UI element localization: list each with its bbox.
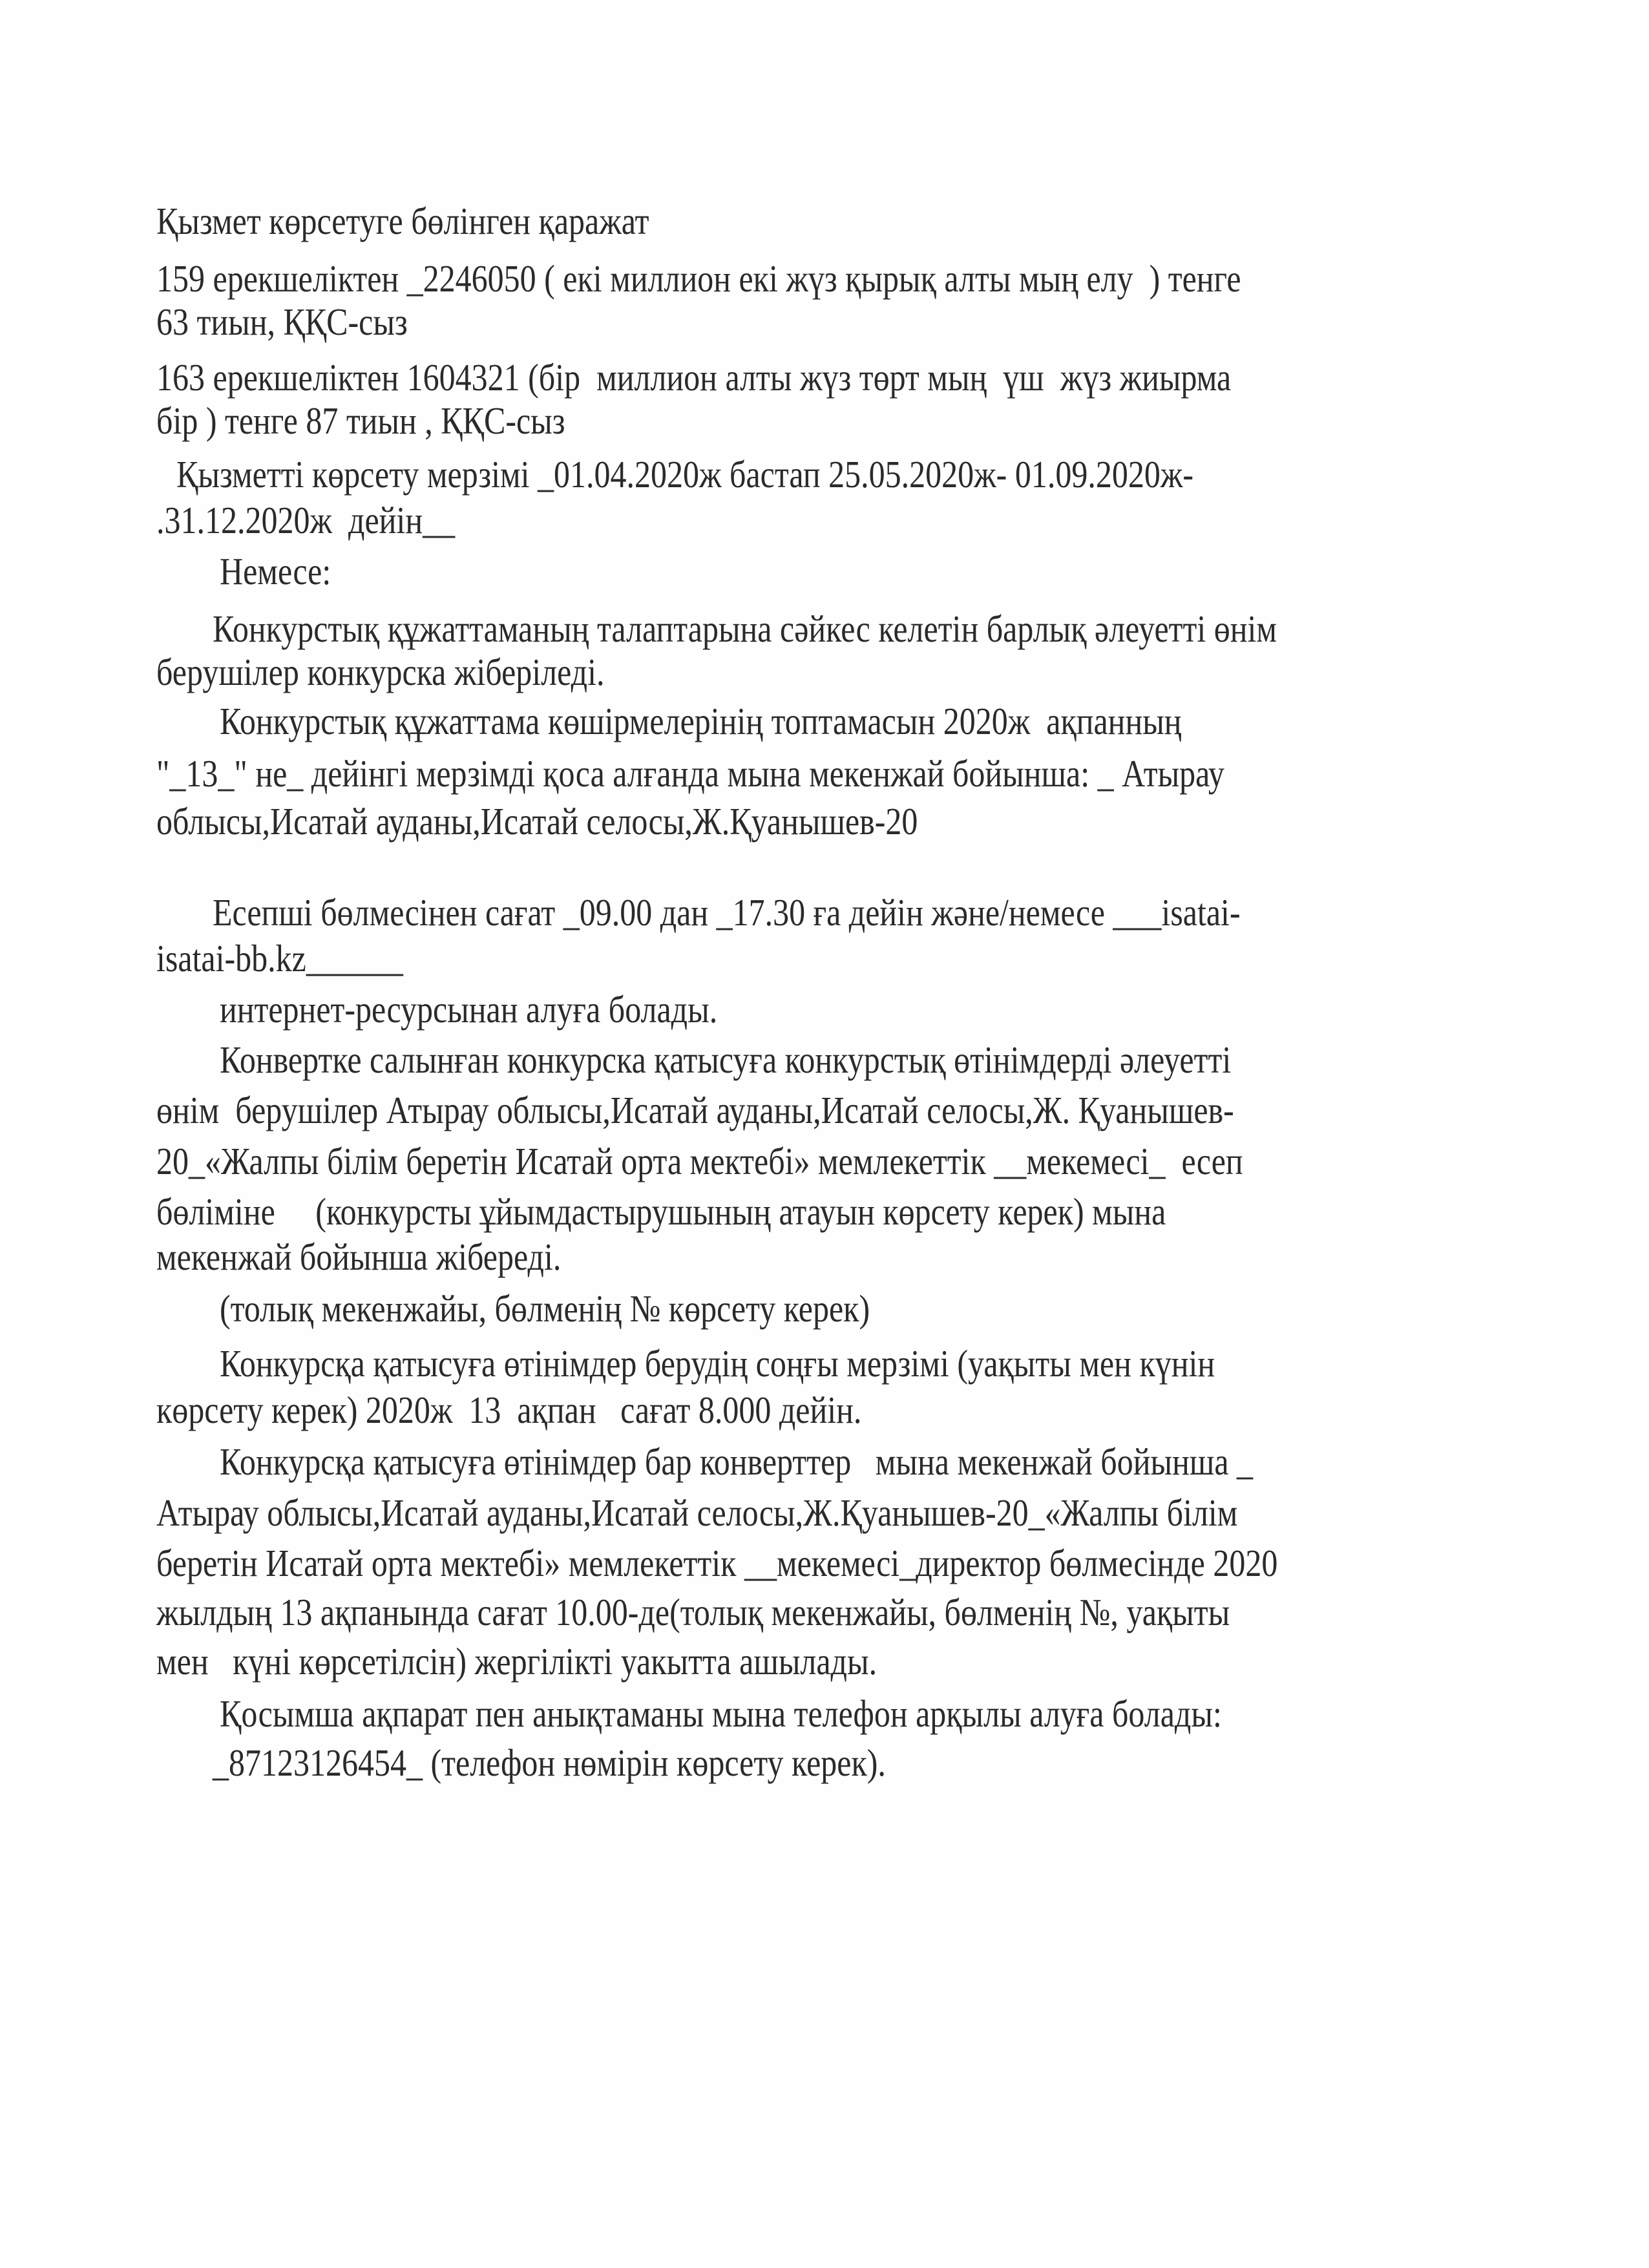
text-line: мекенжай бойынша жібереді.	[156, 1235, 562, 1278]
text-line: көрсету керек) 2020ж 13 ақпан сағат 8.000 дейін.	[156, 1388, 862, 1431]
text-line: _87123126454_ (телефон нөмірін көрсету керек).	[213, 1741, 886, 1784]
text-line: бөліміне (конкурсты ұйымдастырушының атауын көрсету керек) мына	[156, 1190, 1166, 1233]
text-line: Қызметті көрсету мерзімі _01.04.2020ж бастап 25.05.2020ж- 01.09.2020ж-	[176, 452, 1194, 496]
text-line: мен күні көрсетілсін) жергілікті уакытта ашылады.	[156, 1639, 877, 1683]
text-line: Конкурстық құжаттаманың талаптарына сәйкес келетін барлық әлеуетті өнім	[213, 607, 1277, 650]
text-line: Қосымша ақпарат пен анықтаманы мына телефон арқылы алуға болады:	[220, 1692, 1222, 1735]
text-line: Конвертке салынған конкурска қатысуға конкурстық өтінімдерді әлеуетті	[220, 1038, 1232, 1081]
text-line: Конкурсқа қатысуға өтінімдер бар конверттер мына мекенжай бойынша _	[220, 1440, 1254, 1483]
text-line: 20_«Жалпы білім беретін Исатай орта мектебі» мемлекеттік __мекемесі_ есеп	[156, 1139, 1243, 1182]
text-line: өнім берушілер Атырау облысы,Исатай ауданы,Исатай селосы,Ж. Қуанышев-	[156, 1088, 1234, 1131]
text-line: Немесе:	[220, 549, 331, 593]
text-line: .31.12.2020ж дейін__	[156, 498, 456, 541]
text-line: бір ) тенге 87 тиын , ҚҚС-сыз	[156, 399, 565, 442]
text-line: интернет-ресурсынан алуға болады.	[220, 987, 718, 1031]
text-line: 63 тиын, ҚҚС-сыз	[156, 300, 408, 343]
text-line: берушілер конкурска жіберіледі.	[156, 650, 605, 693]
text-line: Конкурсқа қатысуға өтінімдер берудің соңғы мерзімі (уақыты мен күнін	[220, 1341, 1215, 1385]
text-line: Атырау облысы,Исатай ауданы,Исатай селосы,Ж.Қуанышев-20_«Жалпы білім	[156, 1491, 1238, 1534]
text-line: беретін Исатай орта мектебі» мемлекеттік __мекемесі_директор бөлмесінде 2020	[156, 1541, 1278, 1584]
text-line: 159 ерекшеліктен _2246050 ( екі миллион екі жүз қырық алты мың елу ) тенге	[156, 257, 1241, 300]
text-line: 163 ерекшеліктен 1604321 (бір миллион алты жүз төрт мың үш жүз жиырма	[156, 355, 1232, 399]
text-line: жылдың 13 ақпанында сағат 10.00-де(толық мекенжайы, бөлменің №, уақыты	[156, 1590, 1230, 1633]
text-line: isatai-bb.kz______	[156, 936, 403, 980]
text-line: "_13_" не_ дейінгі мерзімді қоса алғанда мына мекенжай бойынша: _ Атырау	[156, 751, 1224, 795]
text-line-heading: Қызмет көрсетуге бөлінген қаражат	[156, 199, 649, 242]
text-line: облысы,Исатай ауданы,Исатай селосы,Ж.Қуанышев-20	[156, 799, 918, 843]
text-line: (толық мекенжайы, бөлменің № көрсету керек)	[220, 1286, 870, 1330]
text-line: Есепші бөлмесінен сағат _09.00 дан _17.30 ға дейін және/немесе ___isatai-	[213, 890, 1241, 934]
text-line: Конкурстық құжаттама көшірмелерінің топтамасын 2020ж ақпанның	[220, 699, 1182, 742]
